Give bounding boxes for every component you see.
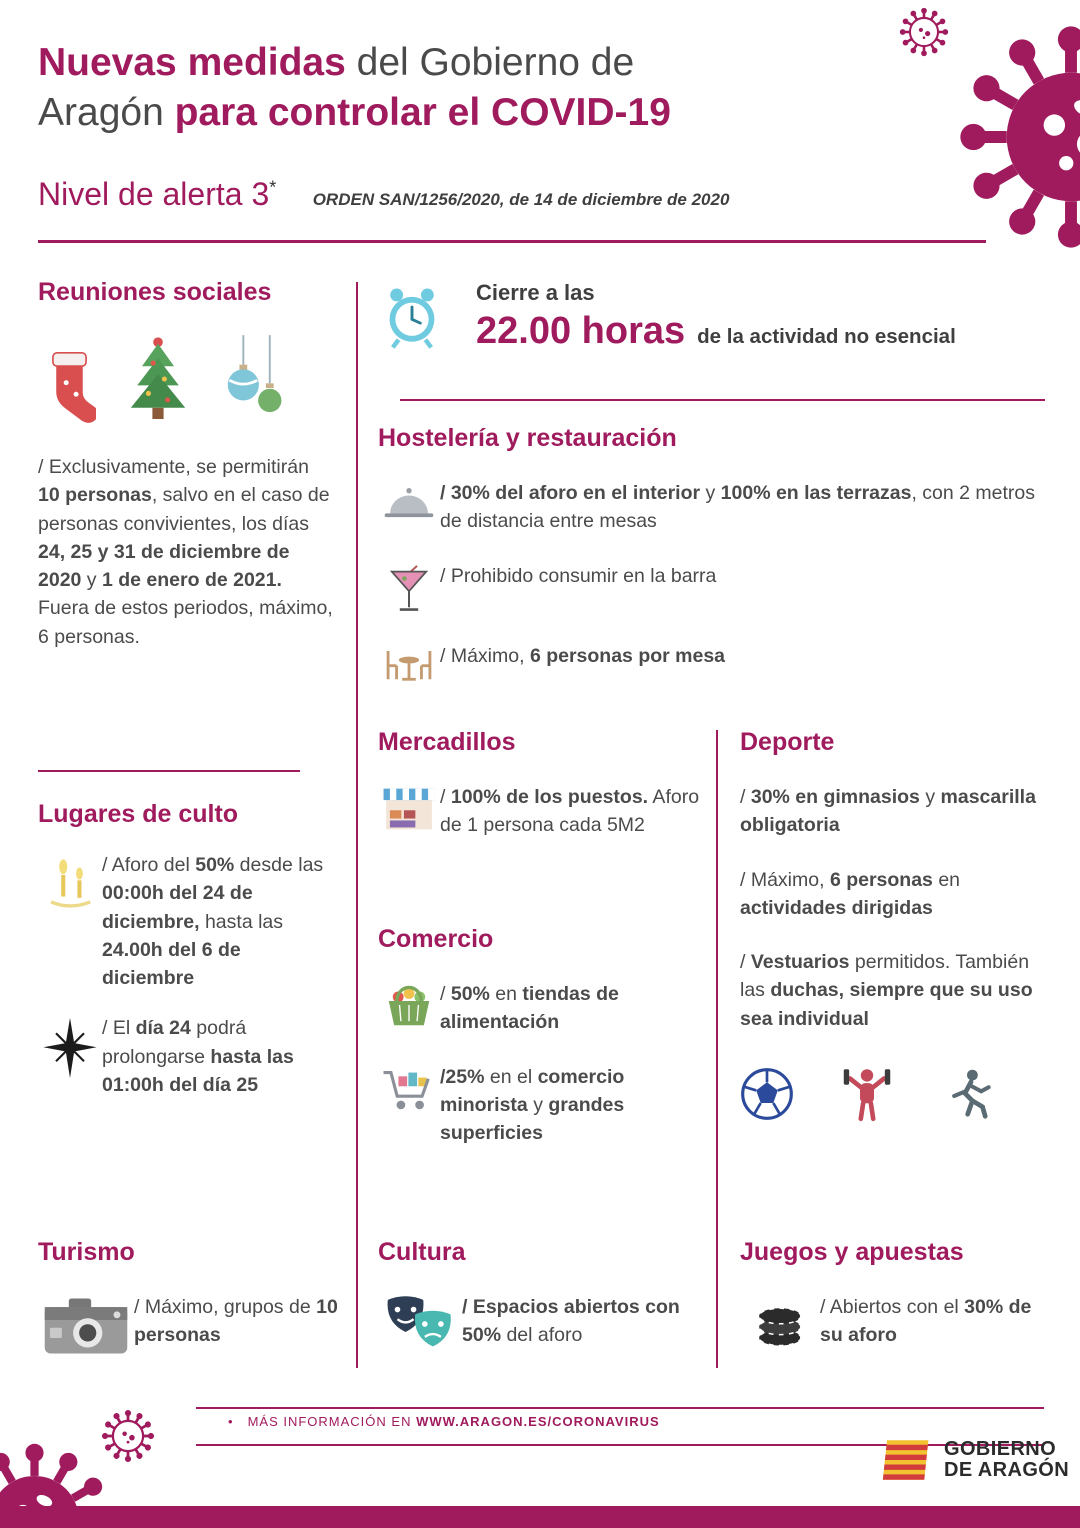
- bottom-accent-bar: [0, 1506, 1080, 1528]
- section-reuniones-sociales: [38, 278, 334, 651]
- alarm-clock-icon: [380, 282, 444, 359]
- sport-icons-row: [740, 1065, 1046, 1123]
- section-cultura: [378, 1238, 700, 1353]
- coronavirus-icon: [952, 18, 1080, 256]
- weightlifter-icon: [836, 1065, 898, 1123]
- logo-line-1: GOBIERNO: [944, 1438, 1057, 1460]
- cultura-item: [378, 1293, 700, 1353]
- theater-masks-icon: [378, 1293, 462, 1353]
- hosteleria-item-mesa: [378, 642, 1046, 684]
- section-title-turismo: Turismo: [38, 1238, 135, 1266]
- deporte-item2-text: / Máximo, 6 personas en actividades dirigidas: [740, 868, 961, 919]
- closure-divider: [400, 399, 1045, 401]
- deporte-item1-text: / 30% en gimnasios y mascarilla obligatoria: [740, 786, 1036, 837]
- section-mercadillos: [378, 728, 700, 840]
- section-title-hosteleria: Hostelería y restauración: [378, 424, 677, 452]
- juegos-item: [740, 1293, 1046, 1351]
- section-title-culto: Lugares de culto: [38, 800, 239, 828]
- hosteleria-item2-text: / Prohibido consumir en la barra: [440, 564, 717, 587]
- aragon-flag-icon: [880, 1438, 934, 1482]
- section-title-reuniones: Reuniones sociales: [38, 278, 272, 306]
- shopping-cart-icon: [378, 1063, 440, 1115]
- section-hosteleria: [378, 424, 1046, 684]
- turismo-item-text: / Máximo, grupos de 10 personas: [134, 1296, 338, 1347]
- deporte-item3-text: / Vestuarios permitidos. También las duchas, siempre que su uso sea individual: [740, 951, 1033, 1030]
- mercadillos-item: [378, 783, 700, 840]
- alert-asterisk: *: [269, 177, 277, 198]
- culto-item-prorroga: [38, 1014, 334, 1099]
- logo-text: [944, 1439, 1069, 1481]
- gobierno-aragon-logo: [880, 1438, 1069, 1482]
- section-comercio: [378, 925, 700, 1147]
- comercio-item1-text: / 50% en tiendas de alimentación: [440, 983, 619, 1034]
- camera-icon: [38, 1293, 134, 1357]
- christmas-tree-icon: [118, 329, 198, 429]
- mercadillos-item-text: / 100% de los puestos. Aforo de 1 persona cada 5M2: [440, 786, 700, 837]
- cultura-item-text: / Espacios abiertos con 50% del aforo: [462, 1296, 680, 1347]
- stocking-icon: [38, 343, 96, 429]
- header-divider: [38, 240, 986, 243]
- candles-icon: [38, 851, 102, 913]
- grocery-basket-icon: [378, 980, 440, 1028]
- footer-divider-top: [196, 1407, 1044, 1409]
- section-title-deporte: Deporte: [740, 728, 835, 756]
- culto-item2-text: / El día 24 podrá prolongarse hasta las 01:00h del día 25: [102, 1017, 294, 1096]
- comercio-item-minorista: [378, 1063, 700, 1148]
- vertical-divider-middle: [716, 730, 718, 1368]
- section-title-juegos: Juegos y apuestas: [740, 1238, 964, 1266]
- table-chairs-icon: [378, 642, 440, 684]
- section-lugares-de-culto: [38, 800, 334, 1099]
- alert-level: [38, 176, 276, 212]
- christmas-icons-row: [38, 325, 334, 429]
- culto-item-aforo: [38, 851, 334, 992]
- footer-bullet: •: [228, 1414, 234, 1429]
- comercio-item2-text: /25% en el comercio minorista y grandes superficies: [440, 1065, 625, 1145]
- section-deporte: [740, 728, 1046, 1123]
- alert-level-text: Nivel de alerta 3: [38, 176, 270, 212]
- hosteleria-item-aforo: [378, 479, 1046, 536]
- cocktail-icon: [378, 562, 440, 616]
- closure-intro: Cierre a las: [476, 280, 595, 305]
- section-title-mercadillos: Mercadillos: [378, 728, 516, 756]
- hosteleria-item-barra: [378, 562, 1046, 616]
- turismo-item: [38, 1293, 338, 1357]
- culto-item1-text: / Aforo del 50% desde las 00:00h del 24 de diciembre, hasta las 24.00h del 6 de diciembre: [102, 854, 324, 990]
- section-title-cultura: Cultura: [378, 1238, 466, 1266]
- left-column-divider: [38, 770, 300, 772]
- baubles-icon: [220, 333, 290, 429]
- cloche-icon: [378, 479, 440, 523]
- reuniones-body: / Exclusivamente, se permitirán 10 personas, salvo en el caso de personas convivientes, los días 24, 25 y 31 de diciembre de 2020 y 1 de enero de 2021. Fuera de estos periodos, máximo, 6 personas.: [38, 456, 333, 648]
- runner-icon: [940, 1065, 994, 1123]
- logo-line-2: DE ARAGÓN: [944, 1459, 1070, 1481]
- closure-time: 22.00 horas: [476, 310, 686, 352]
- page-title: [38, 38, 671, 138]
- vertical-divider-left: [356, 282, 358, 1368]
- section-title-comercio: Comercio: [378, 925, 494, 953]
- casino-chips-icon: [740, 1293, 820, 1351]
- alert-row: [38, 176, 729, 213]
- footer-info: [228, 1414, 660, 1429]
- market-stall-icon: [378, 783, 440, 833]
- footer-info-text: MÁS INFORMACIÓN EN WWW.ARAGON.ES/CORONAVIRUS: [247, 1414, 660, 1429]
- comercio-item-alimentacion: [378, 980, 700, 1037]
- order-reference: ORDEN SAN/1256/2020, de 14 de diciembre de 2020: [312, 190, 730, 209]
- section-juegos-apuestas: [740, 1238, 1046, 1351]
- coronavirus-outline-icon: [898, 6, 950, 58]
- closure-detail: de la actividad no esencial: [697, 325, 956, 348]
- football-icon: [740, 1067, 794, 1121]
- sparkle-star-icon: [38, 1014, 102, 1080]
- section-cierre: [380, 280, 1050, 359]
- section-turismo: [38, 1238, 338, 1357]
- title-line-2: Aragón para controlar el COVID-19: [38, 90, 671, 134]
- juegos-item-text: / Abiertos con el 30% de su aforo: [820, 1296, 1032, 1347]
- hosteleria-item1-text: / 30% del aforo en el interior y 100% en las terrazas, con 2 metros de distancia entre mesas: [440, 482, 1036, 533]
- title-line-1: Nuevas medidas del Gobierno de: [38, 41, 635, 84]
- hosteleria-item3-text: / Máximo, 6 personas por mesa: [440, 644, 726, 667]
